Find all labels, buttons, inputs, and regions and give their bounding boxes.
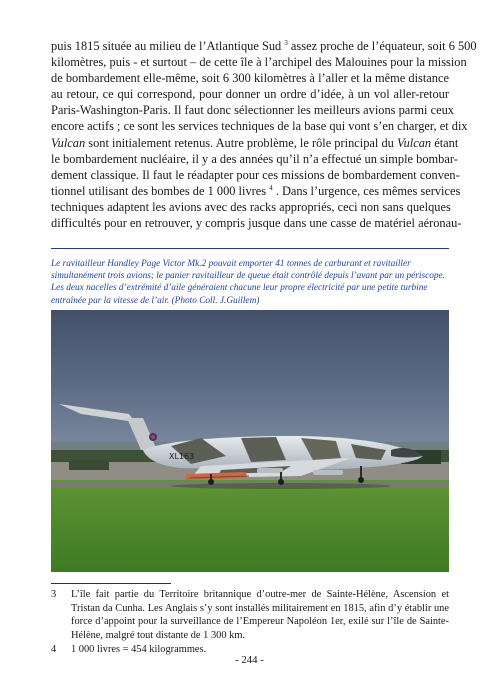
footnote-number: 4 bbox=[51, 644, 57, 655]
photo-caption bbox=[51, 258, 449, 307]
caption-line: Le ravitailleur Handley Page Victor Mk.2 pouvait emporter 41 tonnes de carburant et ravitailler simultanément bbox=[51, 259, 411, 282]
text-run: le bombardement nucléaire, il y a des années qu’il n’a effectué un simple bombar- bbox=[51, 151, 458, 166]
body-line bbox=[51, 70, 449, 86]
body-line bbox=[51, 86, 449, 102]
footnote-text: 1 000 livres = 454 kilogrammes. bbox=[71, 644, 207, 655]
text-run: Paris-Washington-Paris. Il faut donc sélectionner les meilleurs avions parmi ceux bbox=[51, 103, 454, 118]
text-run: au retour, ce qui correspond, pour donner un ordre d’idée, à un vol aller-retour bbox=[51, 87, 449, 102]
footnote-ref: 4 bbox=[269, 183, 273, 192]
text-run: assez proche de l’équateur, soit 6 500 bbox=[287, 39, 477, 53]
italic-term: Vulcan bbox=[51, 135, 86, 150]
footnote-separator bbox=[51, 583, 171, 584]
body-line bbox=[51, 151, 458, 167]
text-run: de bombardement elle-même, soit 6 300 kilomètres à l’aller et la même distance bbox=[51, 71, 449, 86]
body-line bbox=[51, 102, 454, 118]
text-run: tionnel utilisant des bombes de 1 000 livres bbox=[51, 183, 270, 198]
caption-line: d’aile généraient chacune leur propre électricité par une petite turbine entraînée par la vitesse de l’air. (Photo Coll. bbox=[51, 283, 428, 306]
body-line bbox=[51, 199, 449, 215]
text-run: difficultés pour en retrouver, y compris jusque dans une casse de matériel aéronau- bbox=[51, 216, 462, 231]
text-run: sont initialement retenus. Autre problème, le rôle principal du bbox=[85, 135, 397, 150]
footnote-number: 3 bbox=[51, 589, 57, 600]
caption-line: J.Guillem) bbox=[219, 295, 260, 306]
footnote-3 bbox=[51, 588, 449, 642]
text-run: encore actifs ; ce sont les services techniques de la base qui vont s’en charger, et dix bbox=[51, 119, 468, 134]
text-run: techniques adaptent les avions avec des racks appropriés, ceci non sans quelques bbox=[51, 199, 451, 214]
footnote-text: L’île fait partie du Territoire britannique d’outre-mer de Sainte-Hélène, Ascension et Tristan da Cunha. Les Anglais s’y sont installés militairement en 1815, afin d’y établir une force d’appoint pour la surveillance de l’Empereur Napoléon 1er, exilé sur l’île de Sainte-Hélène, malgré tout distante de 1 300 km. bbox=[71, 589, 449, 641]
body-line bbox=[51, 135, 459, 151]
caption-top-rule bbox=[51, 248, 449, 249]
page-number: - 244 - bbox=[235, 654, 264, 666]
aircraft-photo bbox=[51, 310, 449, 572]
body-line bbox=[51, 215, 462, 231]
body-line bbox=[51, 54, 467, 70]
caption-line: trois avions; le panier ravitailleur de queue était contrôlé depuis l’avant par un périscope. Les deux nacelles d’extrémité bbox=[51, 271, 445, 294]
footnote-ref: 3 bbox=[284, 38, 288, 47]
body-line bbox=[51, 183, 461, 199]
text-run: puis 1815 située au milieu de l’Atlantique Sud bbox=[51, 39, 285, 53]
text-run: . Dans l’urgence, ces mêmes services bbox=[272, 183, 461, 198]
text-run: étant bbox=[431, 135, 459, 150]
main-paragraph bbox=[51, 38, 477, 231]
body-line bbox=[51, 38, 477, 54]
text-run: kilomètres, puis - et surtout – de cette île à l’archipel des Malouines pour la mission bbox=[51, 55, 467, 70]
aircraft-code: XL163 bbox=[169, 452, 195, 461]
italic-term: Vulcan bbox=[396, 135, 432, 150]
text-run: dement classique. Il faut le réadapter pour ces missions de bombardement conven- bbox=[51, 167, 460, 182]
body-line bbox=[51, 118, 468, 134]
body-line bbox=[51, 167, 460, 183]
